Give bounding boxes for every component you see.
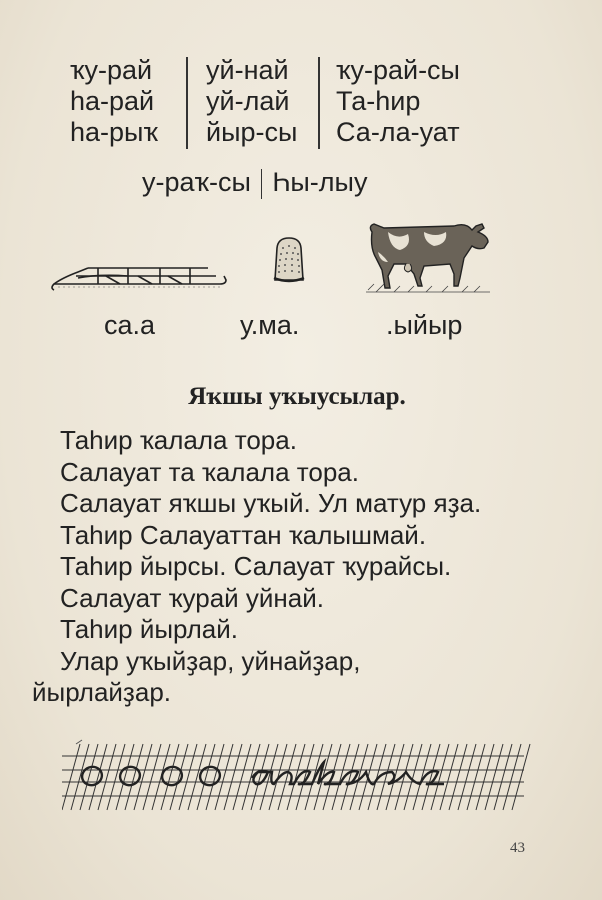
slant-guide-line	[188, 744, 206, 810]
syllable-column-3	[336, 55, 460, 148]
slant-guide-line	[449, 744, 467, 810]
syllable-word: йыр-сы	[206, 117, 298, 147]
slant-guide-line	[134, 744, 152, 810]
slant-guide-line	[350, 744, 368, 810]
slant-guide-line	[413, 744, 431, 810]
slant-guide-line	[494, 744, 512, 810]
slant-guide-line	[467, 744, 485, 810]
slant-guide-line	[89, 744, 107, 810]
thimble-icon	[268, 234, 310, 286]
sled-caption: са.а	[104, 310, 156, 340]
syllable-word: уй-най	[206, 55, 289, 85]
slant-guide-line	[332, 744, 350, 810]
syllable-word: ҡу-рай	[70, 55, 153, 85]
cow-caption: .ыйыр	[386, 310, 463, 340]
slant-guide-line	[224, 744, 242, 810]
slant-guide-line	[71, 744, 89, 810]
slant-guide-line	[233, 744, 251, 810]
slant-guide-line	[431, 744, 449, 810]
slant-guide-line	[503, 744, 521, 810]
word-pair-divider	[261, 169, 263, 199]
slant-guide-line	[476, 744, 494, 810]
reading-text	[32, 425, 482, 709]
page-number: 43	[510, 840, 525, 856]
slant-guide-line	[206, 744, 224, 810]
section-heading: Яҡшы уҡыусылар.	[188, 383, 406, 410]
reading-line: Салауат та ҡалала тора.	[60, 456, 359, 487]
slant-guide-line	[512, 744, 530, 810]
slant-guide-line	[287, 744, 305, 810]
slant-guide-line	[170, 744, 188, 810]
handwriting-practice-lines	[62, 738, 532, 820]
column-divider	[318, 57, 320, 149]
syllable-column-1	[70, 55, 158, 148]
reading-line: Салауат ҡурай уйнай.	[60, 582, 324, 613]
slant-guide-line	[368, 744, 386, 810]
word-pair-left: у-раҡ-сы	[142, 167, 251, 197]
reading-line: Таһир ҡалала тора.	[60, 425, 297, 455]
syllable-word: ҡу-рай-сы	[336, 55, 460, 85]
slant-guide-line	[215, 744, 233, 810]
syllable-column-2	[206, 55, 297, 148]
slant-guide-line	[440, 744, 458, 810]
slant-guide-line	[62, 744, 80, 810]
slant-guide-line	[260, 744, 278, 810]
sled-icon	[48, 254, 230, 298]
syllable-word: һа-рыҡ	[70, 117, 158, 147]
slant-guide-line	[242, 744, 260, 810]
syllable-word: һа-рай	[70, 86, 155, 116]
slant-guide-line	[107, 744, 125, 810]
slant-guide-line	[116, 744, 134, 810]
slant-guide-line	[161, 744, 179, 810]
reading-line: Таһир Салауаттан ҡалышмай.	[60, 519, 427, 550]
reading-line: Таһир йырсы. Салауат ҡурайсы.	[60, 551, 452, 581]
cow-icon	[364, 218, 494, 298]
word-pair	[142, 167, 367, 199]
syllable-word: Та-һир	[336, 86, 421, 116]
reading-line: Таһир йырлай.	[60, 614, 239, 644]
syllable-word: уй-лай	[206, 86, 290, 116]
slant-guide-line	[404, 744, 422, 810]
reading-line: йырлайҙар.	[32, 677, 172, 707]
slant-guide-line	[143, 744, 161, 810]
slant-guide-line	[485, 744, 503, 810]
column-divider	[186, 57, 188, 149]
word-pair-right: Һы-лыу	[272, 167, 368, 197]
reading-line: Салауат яҡшы уҡый. Ул матур яҙа.	[60, 488, 482, 518]
thimble-caption: у.ма.	[240, 310, 300, 340]
slant-guide-line	[458, 744, 476, 810]
syllable-word: Са-ла-уат	[336, 117, 460, 147]
reading-line: Улар уҡыйҙар, уйнайҙар,	[60, 645, 361, 676]
